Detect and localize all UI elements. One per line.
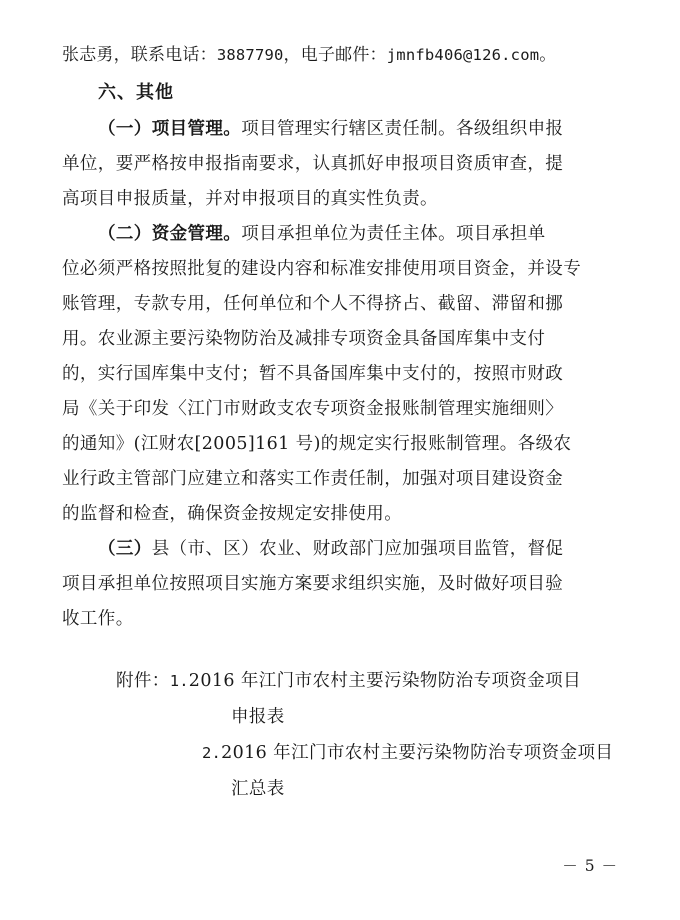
item-2-line-2: 位必须严格按照批复的建设内容和标准安排使用项目资金，并设专 (62, 259, 582, 279)
item-3-label: （三） (98, 539, 152, 559)
contact-phone: 3887790 (216, 46, 284, 64)
attachment-2-line-2: 汇总表 (231, 779, 285, 799)
item-2-line-9: 的监督和检查，确保资金按规定安排使用。 (62, 504, 403, 524)
attachments-block (62, 663, 618, 807)
contact-email: jmnfb406@126.com (386, 46, 540, 64)
attachment-2-text: 2016 年江门市农村主要污染物防治专项资金项目 (221, 743, 614, 763)
contact-line (62, 38, 618, 72)
attachment-2-line (116, 735, 618, 771)
contact-prefix: 张志勇，联系电话： (62, 45, 217, 65)
item-2-label: （二）资金管理。 (98, 224, 242, 244)
item-1-line-2: 单位，要严格按申报指南要求，认真抓好申报项目资质审查，提 (62, 154, 564, 174)
item-1-line-3: 高项目申报质量，并对申报项目的真实性负责。 (62, 189, 438, 209)
section-number: 六、 (98, 82, 136, 103)
item-2-line-7: 的通知》(江财农[2005]161 号)的规定实行报账制管理。各级农 (62, 434, 572, 454)
item-3 (62, 532, 618, 637)
contact-middle: ，电子邮件： (283, 45, 387, 65)
item-1 (62, 112, 618, 217)
attachment-1-text: 2016 年江门市农村主要污染物防治专项资金项目 (188, 671, 581, 691)
item-2-line-1: 项目承担单位为责任主体。项目承担单 (241, 224, 546, 244)
item-2-line-4: 用。农业源主要污染物防治及减排专项资金具备国库集中支付 (62, 329, 546, 349)
attachment-1-line (116, 663, 618, 699)
contact-suffix: 。 (539, 45, 557, 65)
item-3-line-2: 项目承担单位按照项目实施方案要求组织实施，及时做好项目验 (62, 574, 564, 594)
spacer (62, 637, 618, 663)
item-1-label: （一）项目管理。 (98, 119, 242, 139)
section-title: 其他 (136, 82, 174, 103)
item-2-line-3: 账管理，专款专用，任何单位和个人不得挤占、截留、滞留和挪 (62, 294, 564, 314)
item-3-line-1: 县（市、区）农业、财政部门应加强项目监管，督促 (151, 539, 564, 559)
attachments-label: 附件： (116, 671, 170, 691)
item-3-line-3: 收工作。 (62, 609, 134, 629)
item-2 (62, 217, 618, 532)
section-heading (62, 74, 618, 112)
item-1-first-line (62, 112, 618, 147)
item-2-first-line (62, 217, 618, 252)
attachment-1-line-2: 申报表 (231, 707, 285, 727)
item-1-line-1: 项目管理实行辖区责任制。各级组织申报 (241, 119, 564, 139)
item-2-line-8: 业行政主管部门应建立和落实工作责任制，加强对项目建设资金 (62, 469, 564, 489)
attachment-2-number: 2. (202, 744, 222, 762)
item-2-line-6: 局《关于印发〈江门市财政支农专项资金报账制管理实施细则〉 (62, 399, 564, 419)
item-2-line-5: 的，实行国库集中支付；暂不具备国库集中支付的，按照市财政 (62, 364, 564, 384)
item-3-first-line (62, 532, 618, 567)
attachment-1-number: 1. (169, 672, 189, 690)
page-number: － 5 － (562, 857, 618, 875)
